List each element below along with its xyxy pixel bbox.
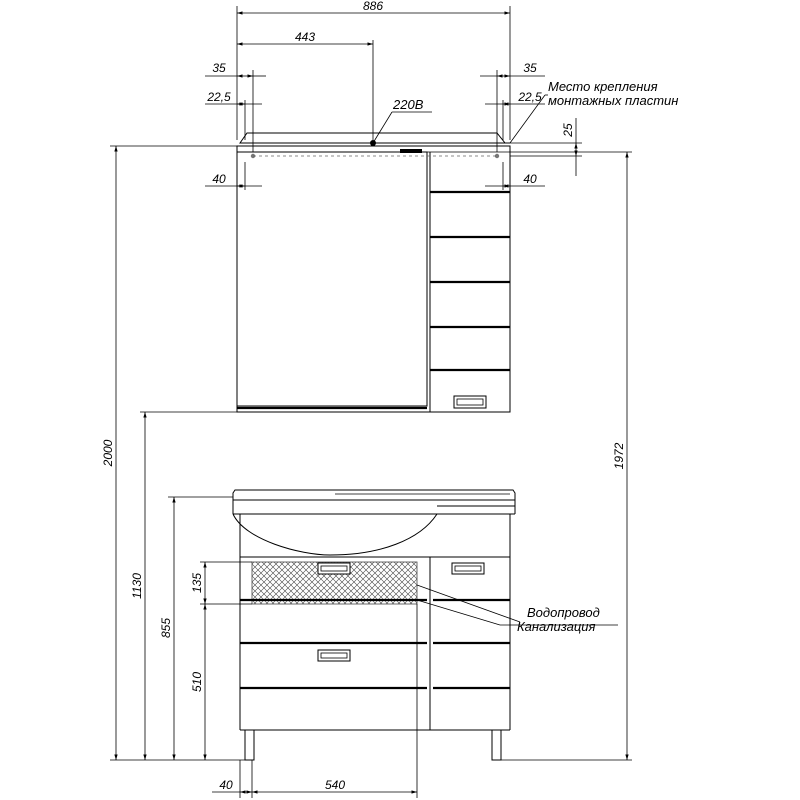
dim-40-bottom: 40 [219, 778, 233, 792]
dim-1130: 1130 [130, 573, 144, 599]
vanity-top-drawer-handle [318, 563, 350, 574]
vanity-side-drawer-handle [452, 563, 484, 574]
dim-540: 540 [324, 778, 346, 792]
dim-135: 135 [190, 572, 204, 594]
label-mount-line2: монтажных пластин [548, 93, 679, 108]
dim-35-left: 35 [212, 61, 226, 75]
dim-22-5-left: 22,5 [207, 90, 231, 104]
mirror-drawer-handle [454, 396, 486, 408]
vanity-unit [233, 490, 515, 760]
label-socket: 220В [393, 97, 424, 112]
label-mount-line1: Место крепления [548, 79, 658, 94]
dim-886: 886 [362, 0, 384, 13]
leg-left [245, 730, 254, 760]
dim-22-5-right: 22,5 [518, 90, 542, 104]
dim-855: 855 [159, 617, 173, 639]
mirror-cabinet [237, 133, 510, 412]
dim-25: 25 [561, 123, 575, 137]
light-fixture [400, 149, 422, 153]
dim-2000: 2000 [101, 439, 115, 467]
dim-40-left: 40 [212, 172, 226, 186]
dim-35-right: 35 [523, 61, 537, 75]
dim-510: 510 [190, 671, 204, 693]
vanity-middle-drawer-handle [318, 650, 350, 661]
dim-1972: 1972 [612, 442, 626, 470]
dimension-lines [110, 6, 632, 798]
label-sewer: Канализация [517, 619, 596, 634]
dim-40-right: 40 [523, 172, 537, 186]
leg-right [492, 730, 501, 760]
label-water: Водопровод [527, 605, 600, 620]
dim-443: 443 [294, 30, 316, 44]
